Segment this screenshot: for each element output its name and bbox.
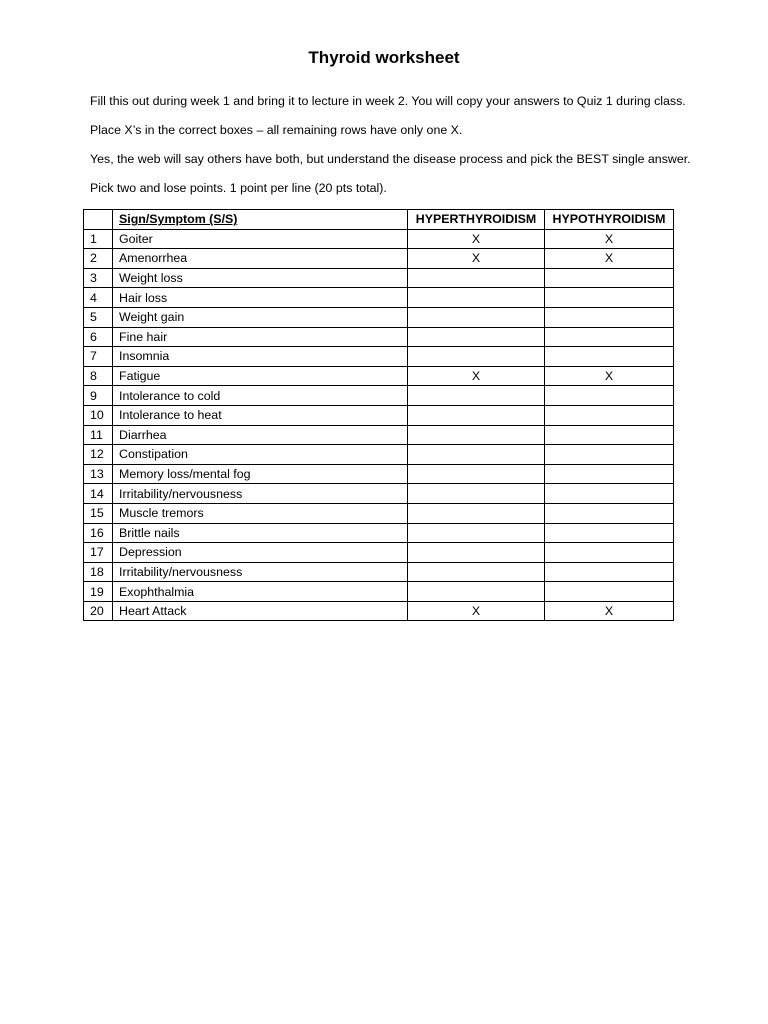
table-row xyxy=(84,543,674,563)
symptom-cell: Irritability/nervousness xyxy=(113,484,408,504)
symptom-cell: Fine hair xyxy=(113,327,408,347)
instruction-place-x: Place X’s in the correct boxes – all remaining rows have only one X. xyxy=(90,123,463,137)
hypothyroidism-cell[interactable]: X xyxy=(545,366,674,386)
header-symptom: Sign/Symptom (S/S) xyxy=(113,210,408,230)
table-body xyxy=(84,229,674,621)
table-row xyxy=(84,405,674,425)
page-title: Thyroid worksheet xyxy=(308,48,460,67)
symptom-cell: Intolerance to cold xyxy=(113,386,408,406)
row-number: 7 xyxy=(84,347,113,367)
row-number: 20 xyxy=(84,601,113,621)
table-row xyxy=(84,601,674,621)
row-number: 10 xyxy=(84,405,113,425)
header-number xyxy=(84,210,113,230)
row-number: 17 xyxy=(84,543,113,563)
row-number: 2 xyxy=(84,249,113,269)
hypothyroidism-cell[interactable] xyxy=(545,523,674,543)
instruction-best-answer: Yes, the web will say others have both, but understand the disease process and pick the BEST single answer. xyxy=(90,152,691,166)
table-row xyxy=(84,464,674,484)
row-number: 6 xyxy=(84,327,113,347)
hypothyroidism-cell[interactable] xyxy=(545,386,674,406)
table-row xyxy=(84,562,674,582)
hyperthyroidism-cell[interactable] xyxy=(408,405,545,425)
hypothyroidism-cell[interactable] xyxy=(545,543,674,563)
table-row xyxy=(84,503,674,523)
row-number: 5 xyxy=(84,307,113,327)
hypothyroidism-cell[interactable] xyxy=(545,405,674,425)
hyperthyroidism-cell[interactable] xyxy=(408,562,545,582)
hypothyroidism-cell[interactable]: X xyxy=(545,229,674,249)
hypothyroidism-cell[interactable] xyxy=(545,307,674,327)
symptom-cell: Fatigue xyxy=(113,366,408,386)
table-row xyxy=(84,582,674,602)
symptom-cell: Muscle tremors xyxy=(113,503,408,523)
table-row xyxy=(84,307,674,327)
row-number: 16 xyxy=(84,523,113,543)
row-number: 1 xyxy=(84,229,113,249)
symptom-cell: Constipation xyxy=(113,445,408,465)
table-row xyxy=(84,484,674,504)
table-row xyxy=(84,249,674,269)
table-row xyxy=(84,386,674,406)
hyperthyroidism-cell[interactable]: X xyxy=(408,229,545,249)
symptom-cell: Brittle nails xyxy=(113,523,408,543)
hyperthyroidism-cell[interactable] xyxy=(408,307,545,327)
row-number: 13 xyxy=(84,464,113,484)
hypothyroidism-cell[interactable] xyxy=(545,562,674,582)
hypothyroidism-cell[interactable] xyxy=(545,503,674,523)
hypothyroidism-cell[interactable] xyxy=(545,445,674,465)
symptom-cell: Memory loss/mental fog xyxy=(113,464,408,484)
row-number: 3 xyxy=(84,268,113,288)
header-hyperthyroidism: HYPERTHYROIDISM xyxy=(408,210,545,230)
table-row xyxy=(84,268,674,288)
hyperthyroidism-cell[interactable]: X xyxy=(408,249,545,269)
hypothyroidism-cell[interactable] xyxy=(545,582,674,602)
row-number: 8 xyxy=(84,366,113,386)
symptom-cell: Hair loss xyxy=(113,288,408,308)
row-number: 14 xyxy=(84,484,113,504)
hyperthyroidism-cell[interactable] xyxy=(408,288,545,308)
hypothyroidism-cell[interactable] xyxy=(545,464,674,484)
hypothyroidism-cell[interactable] xyxy=(545,288,674,308)
hypothyroidism-cell[interactable] xyxy=(545,268,674,288)
symptom-cell: Amenorrhea xyxy=(113,249,408,269)
table-row xyxy=(84,366,674,386)
hyperthyroidism-cell[interactable] xyxy=(408,543,545,563)
symptom-cell: Depression xyxy=(113,543,408,563)
symptom-cell: Exophthalmia xyxy=(113,582,408,602)
hypothyroidism-cell[interactable]: X xyxy=(545,601,674,621)
row-number: 19 xyxy=(84,582,113,602)
row-number: 15 xyxy=(84,503,113,523)
symptom-cell: Weight loss xyxy=(113,268,408,288)
hypothyroidism-cell[interactable]: X xyxy=(545,249,674,269)
hyperthyroidism-cell[interactable] xyxy=(408,327,545,347)
hyperthyroidism-cell[interactable]: X xyxy=(408,366,545,386)
symptom-cell: Goiter xyxy=(113,229,408,249)
hypothyroidism-cell[interactable] xyxy=(545,484,674,504)
hyperthyroidism-cell[interactable] xyxy=(408,464,545,484)
table-header-row xyxy=(84,210,674,230)
table-row xyxy=(84,445,674,465)
symptom-table xyxy=(83,209,674,621)
symptom-cell: Intolerance to heat xyxy=(113,405,408,425)
table-row xyxy=(84,229,674,249)
hyperthyroidism-cell[interactable] xyxy=(408,582,545,602)
table-row xyxy=(84,425,674,445)
hyperthyroidism-cell[interactable] xyxy=(408,484,545,504)
hyperthyroidism-cell[interactable] xyxy=(408,386,545,406)
instruction-week: Fill this out during week 1 and bring it to lecture in week 2. You will copy your answers to Quiz 1 during class. xyxy=(90,94,686,108)
row-number: 11 xyxy=(84,425,113,445)
symptom-cell: Diarrhea xyxy=(113,425,408,445)
hyperthyroidism-cell[interactable] xyxy=(408,347,545,367)
row-number: 4 xyxy=(84,288,113,308)
hypothyroidism-cell[interactable] xyxy=(545,425,674,445)
row-number: 9 xyxy=(84,386,113,406)
symptom-cell: Insomnia xyxy=(113,347,408,367)
symptom-cell: Weight gain xyxy=(113,307,408,327)
hypothyroidism-cell[interactable] xyxy=(545,327,674,347)
hyperthyroidism-cell[interactable] xyxy=(408,268,545,288)
table-row xyxy=(84,523,674,543)
hyperthyroidism-cell[interactable] xyxy=(408,503,545,523)
hypothyroidism-cell[interactable] xyxy=(545,347,674,367)
hyperthyroidism-cell[interactable] xyxy=(408,425,545,445)
symptom-cell: Irritability/nervousness xyxy=(113,562,408,582)
table-row xyxy=(84,327,674,347)
hyperthyroidism-cell[interactable] xyxy=(408,523,545,543)
table-row xyxy=(84,347,674,367)
row-number: 18 xyxy=(84,562,113,582)
hyperthyroidism-cell[interactable] xyxy=(408,445,545,465)
hyperthyroidism-cell[interactable]: X xyxy=(408,601,545,621)
symptom-cell: Heart Attack xyxy=(113,601,408,621)
row-number: 12 xyxy=(84,445,113,465)
header-hypothyroidism: HYPOTHYROIDISM xyxy=(545,210,674,230)
table-row xyxy=(84,288,674,308)
instruction-points: Pick two and lose points. 1 point per line (20 pts total). xyxy=(90,181,387,195)
